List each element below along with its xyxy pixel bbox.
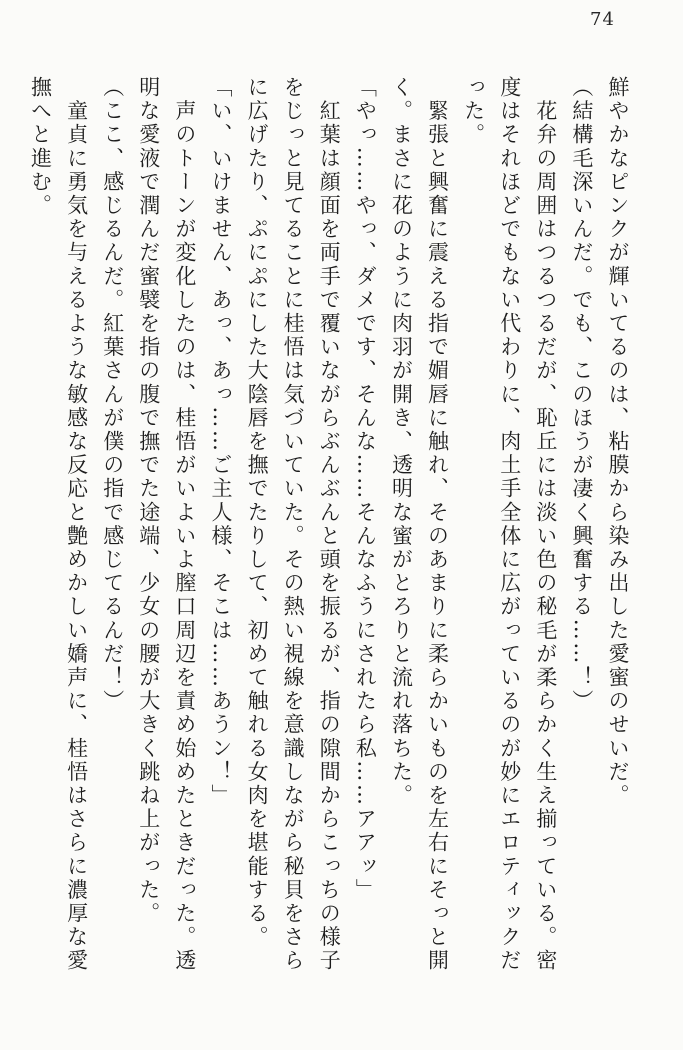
text-line: 緊張と興奮に震える指で媚唇に触れ、そのあまりに柔らかいものを左右にそっと開 — [425, 76, 450, 973]
text-line: く。まさに花のように肉羽が開き、透明な蜜がとろりと流れ落ちた。 — [389, 76, 414, 808]
text-line: をじっと見てることに桂悟は気づいていた。その熱い視線を意識しながら秘貝をさら — [281, 76, 306, 973]
page-number: 74 — [590, 9, 615, 30]
text-line: 度はそれほどでもない代わりに、肉土手全体に広がっているのが妙にエロティックだ — [497, 76, 522, 973]
text-line: 声のトーンが変化したのは、桂悟がいよいよ膣口周辺を責め始めたときだった。透 — [172, 76, 197, 973]
text-line: 明な愛液で潤んだ蜜襞を指の腹で撫でた途端、少女の腰が大きく跳ね上がった。 — [136, 76, 161, 926]
text-line: 鮮やかなピンクが輝いてるのは、粘膜から染み出した愛蜜のせいだ。 — [606, 76, 630, 808]
text-line: 紅葉は顔面を両手で覆いながらぶんぶんと頭を振るが、指の隙間からこっちの様子 — [317, 76, 342, 973]
text-line: った。 — [461, 76, 486, 147]
text-line: 撫へと進む。 — [28, 76, 53, 218]
text-line: 「い、いけません、あっ、あっ……ご主人様、そこは……あうン！」 — [208, 76, 233, 808]
text-line: に広げたり、ぷにぷにした大陰唇を撫でたりして、初めて触れる女肉を堪能する。 — [245, 76, 270, 950]
text-line: 「やっ……やっ、ダメです、そんな……そんなふうにされたら私……アアッ」 — [353, 76, 378, 902]
text-line: （ここ、感じるんだ。紅葉さんが僕の指で感じてるんだ！） — [100, 76, 125, 714]
vertical-text-block — [22, 76, 636, 982]
text-line: 童貞に勇気を与えるような敏感な反応と艶めかしい嬌声に、桂悟はさらに濃厚な愛 — [64, 76, 89, 973]
text-line: （結構毛深いんだ。でも、このほうが凄く興奮する……！） — [569, 76, 594, 714]
text-line: 花弁の周囲はつるつるだが、恥丘には淡い色の秘毛が柔らかく生え揃っている。密 — [533, 76, 558, 973]
